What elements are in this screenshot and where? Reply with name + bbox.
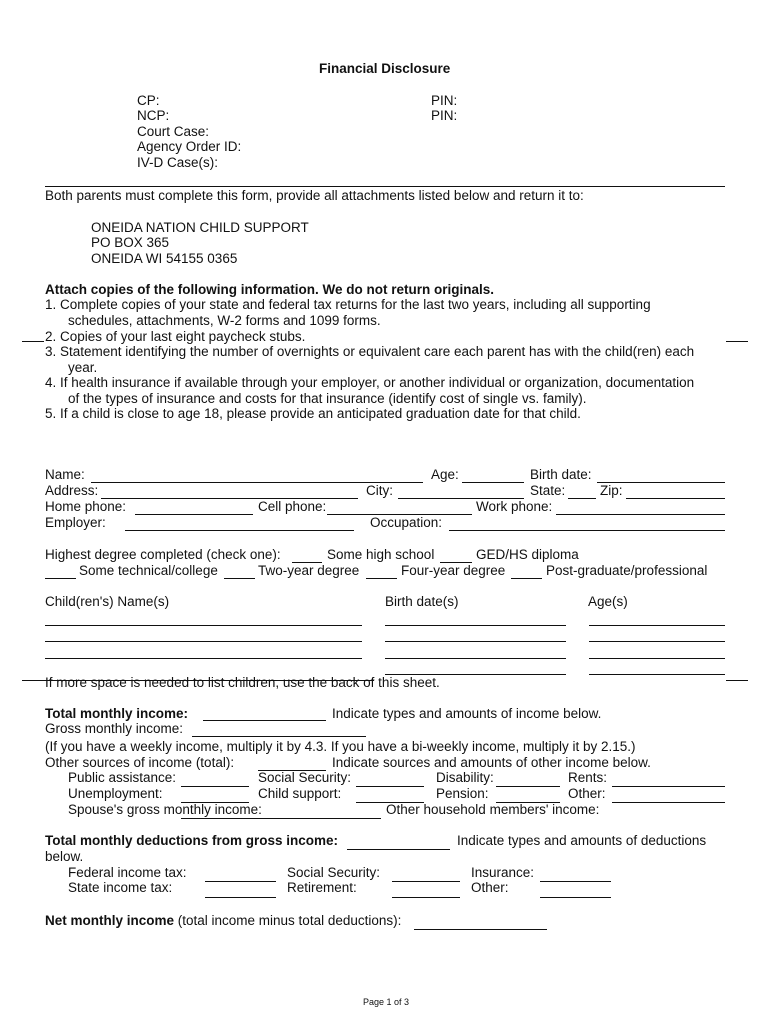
- agency-order-id-label: Agency Order ID:: [137, 139, 242, 154]
- other-sources-indicate: Indicate sources and amounts of other income below.: [332, 755, 651, 770]
- rents-label: Rents:: [568, 770, 608, 785]
- net-monthly-income-field[interactable]: [414, 929, 547, 930]
- intro-text: Both parents must complete this form, provide all attachments listed below and return it to:: [45, 188, 584, 203]
- employer-field[interactable]: [125, 530, 354, 531]
- ncp-label: NCP:: [137, 108, 170, 123]
- address-line-2: PO BOX 365: [91, 235, 170, 250]
- page-number: Page 1 of 3: [363, 997, 410, 1007]
- attach-item-3-cont: year.: [68, 360, 98, 375]
- attach-item-1: 1. Complete copies of your state and federal tax returns for the last two years, including all supporting: [45, 297, 651, 312]
- some-technical-label: Some technical/college: [79, 563, 218, 578]
- deductions-indicate-cont: below.: [45, 849, 84, 864]
- education-prompt: Highest degree completed (check one):: [45, 547, 281, 562]
- child-age-field-3[interactable]: [589, 658, 725, 659]
- attach-heading: Attach copies of the following information. We do not return originals.: [45, 282, 495, 297]
- ged-label: GED/HS diploma: [476, 547, 579, 562]
- net-label-rest: (total income minus total deductions):: [174, 913, 402, 928]
- state-tax-field[interactable]: [205, 897, 276, 898]
- attach-item-5: 5. If a child is close to age 18, please provide an anticipated graduation date for that child.: [45, 406, 581, 421]
- pin-label-ncp: PIN:: [431, 108, 458, 123]
- cp-label: CP:: [137, 93, 160, 108]
- total-deductions-label: Total monthly deductions from gross income:: [45, 833, 339, 848]
- children-birth-header: Birth date(s): [385, 594, 459, 609]
- ivd-cases-label: IV-D Case(s):: [137, 155, 219, 170]
- child-birth-field-2[interactable]: [385, 641, 566, 642]
- total-monthly-income-label: Total monthly income:: [45, 706, 189, 721]
- margin-mark-right: [726, 341, 748, 342]
- retirement-field[interactable]: [392, 897, 460, 898]
- age-label: Age:: [431, 467, 459, 482]
- social-security-label: Social Security:: [258, 770, 352, 785]
- insurance-label: Insurance:: [471, 865, 535, 880]
- zip-field[interactable]: [626, 498, 725, 499]
- zip-label: Zip:: [600, 483, 623, 498]
- unemployment-label: Unemployment:: [68, 786, 163, 801]
- court-case-label: Court Case:: [137, 124, 210, 139]
- some-technical-checkbox[interactable]: [45, 578, 76, 579]
- children-names-header: Child(ren's) Name(s): [45, 594, 170, 609]
- address-line-3: ONEIDA WI 54155 0365: [91, 251, 238, 266]
- attach-item-1-cont: schedules, attachments, W-2 forms and 1099 forms.: [68, 313, 381, 328]
- work-phone-field[interactable]: [556, 514, 725, 515]
- address-label: Address:: [45, 483, 99, 498]
- attach-item-3: 3. Statement identifying the number of overnights or equivalent care each parent has with the child(ren) each: [45, 344, 695, 359]
- post-graduate-label: Post-graduate/professional: [546, 563, 708, 578]
- other-sources-label: Other sources of income (total):: [45, 755, 235, 770]
- pin-label-cp: PIN:: [431, 93, 458, 108]
- two-year-label: Two-year degree: [258, 563, 360, 578]
- children-more-space-note: If more space is needed to list children, use the back of this sheet.: [45, 675, 440, 690]
- child-birth-field-1[interactable]: [385, 625, 566, 626]
- public-assistance-field[interactable]: [181, 786, 249, 787]
- attach-item-4-cont: of the types of insurance and costs for that insurance (identify cost of single vs. family).: [68, 391, 587, 406]
- address-line-1: ONEIDA NATION CHILD SUPPORT: [91, 220, 309, 235]
- attach-item-4: 4. If health insurance if available through your employer, or another individual or organization, documentation: [45, 375, 695, 390]
- child-name-field-2[interactable]: [45, 641, 362, 642]
- total-monthly-income-field[interactable]: [203, 720, 326, 721]
- page-title: Financial Disclosure: [319, 61, 451, 76]
- income-indicate-text: Indicate types and amounts of income below.: [332, 706, 602, 721]
- state-field[interactable]: [568, 498, 596, 499]
- city-label: City:: [366, 483, 393, 498]
- deduction-other-label: Other:: [471, 880, 509, 895]
- home-phone-field[interactable]: [135, 514, 253, 515]
- other-income-label: Other:: [568, 786, 606, 801]
- other-household-label: Other household members' income:: [386, 802, 600, 817]
- child-name-field-1[interactable]: [45, 625, 362, 626]
- child-name-field-3[interactable]: [45, 658, 362, 659]
- deductions-indicate-text: Indicate types and amounts of deductions: [457, 833, 707, 848]
- gross-monthly-income-field[interactable]: [192, 736, 366, 737]
- four-year-checkbox[interactable]: [366, 578, 397, 579]
- name-label: Name:: [45, 467, 85, 482]
- occupation-field[interactable]: [449, 530, 725, 531]
- spouse-gross-label: Spouse's gross monthly income:: [68, 802, 262, 817]
- other-income-field[interactable]: [612, 802, 725, 803]
- employer-label: Employer:: [45, 515, 106, 530]
- child-age-field-2[interactable]: [589, 641, 725, 642]
- header-divider: [45, 186, 725, 187]
- child-age-field-4[interactable]: [589, 674, 725, 675]
- disability-label: Disability:: [436, 770, 494, 785]
- insurance-field[interactable]: [540, 881, 611, 882]
- children-age-header: Age(s): [588, 594, 628, 609]
- social-security-field[interactable]: [356, 786, 424, 787]
- income-multiply-note: (If you have a weekly income, multiply it by 4.3. If you have a bi-weekly income, multiply it by 2.15.): [45, 739, 636, 754]
- child-birth-field-3[interactable]: [385, 658, 566, 659]
- net-monthly-income-label: [45, 913, 401, 929]
- disability-field[interactable]: [496, 786, 560, 787]
- total-deductions-field[interactable]: [347, 849, 450, 850]
- retirement-label: Retirement:: [287, 880, 357, 895]
- state-tax-label: State income tax:: [68, 880, 173, 895]
- home-phone-label: Home phone:: [45, 499, 127, 514]
- spouse-gross-field[interactable]: [181, 818, 381, 819]
- some-high-school-label: Some high school: [327, 547, 435, 562]
- deduction-social-security-field[interactable]: [392, 881, 460, 882]
- deduction-social-security-label: Social Security:: [287, 865, 381, 880]
- pension-label: Pension:: [436, 786, 489, 801]
- child-age-field-1[interactable]: [589, 625, 725, 626]
- work-phone-label: Work phone:: [476, 499, 553, 514]
- margin-mark-left: [22, 341, 44, 342]
- four-year-label: Four-year degree: [401, 563, 506, 578]
- public-assistance-label: Public assistance:: [68, 770, 177, 785]
- occupation-label: Occupation:: [370, 515, 443, 530]
- federal-tax-label: Federal income tax:: [68, 865, 187, 880]
- rents-field[interactable]: [612, 786, 725, 787]
- attach-item-2: 2. Copies of your last eight paycheck stubs.: [45, 329, 306, 344]
- two-year-checkbox[interactable]: [224, 578, 255, 579]
- net-label-bold: Net monthly income: [45, 913, 175, 928]
- federal-tax-field[interactable]: [205, 881, 276, 882]
- deduction-other-field[interactable]: [540, 897, 611, 898]
- birth-date-label: Birth date:: [530, 467, 592, 482]
- cell-phone-label: Cell phone:: [258, 499, 327, 514]
- child-support-label: Child support:: [258, 786, 342, 801]
- margin-mark-right-2: [726, 680, 748, 681]
- age-field[interactable]: [462, 482, 524, 483]
- gross-monthly-income-label: Gross monthly income:: [45, 721, 184, 736]
- state-label: State:: [530, 483, 566, 498]
- post-graduate-checkbox[interactable]: [511, 578, 542, 579]
